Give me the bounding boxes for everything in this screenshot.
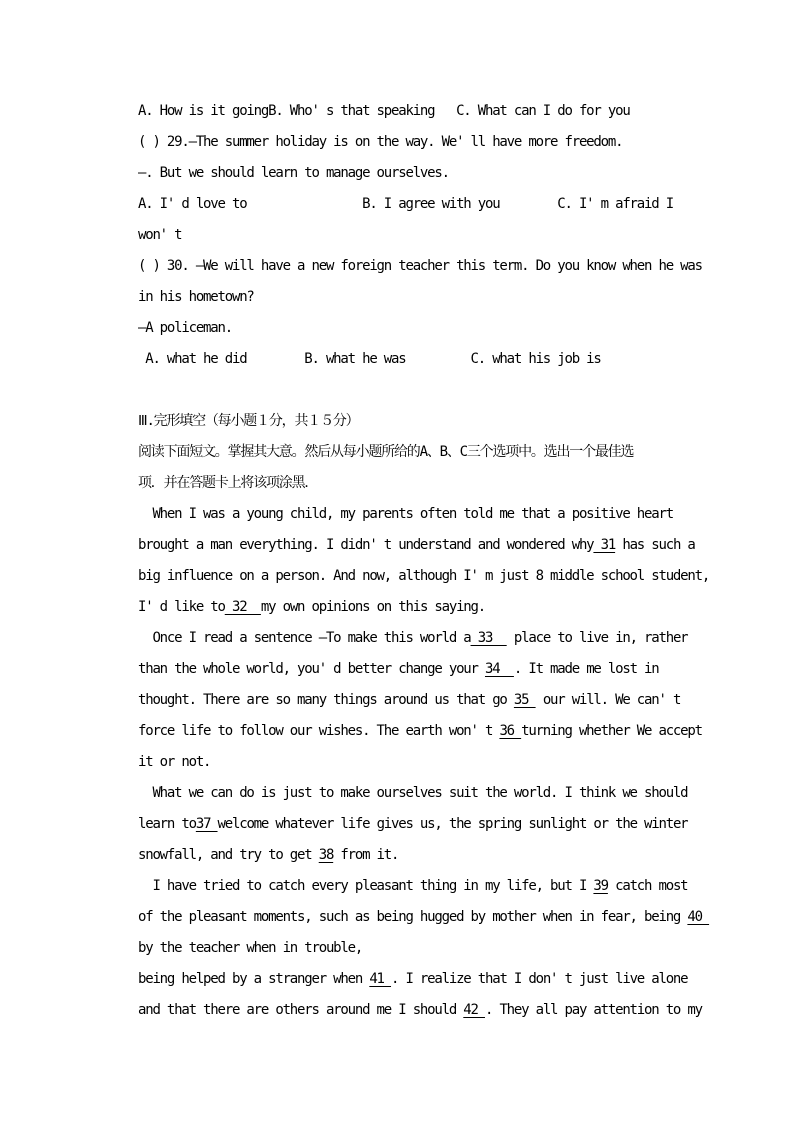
text-segment: force life to follow our wishes. The earth won' t bbox=[138, 723, 500, 739]
text-segment: it or not. bbox=[138, 754, 211, 770]
text-segment: A. How is it goingB. Who' s that speaking C. What can I do for you bbox=[138, 103, 630, 119]
cloze-blank: 40 bbox=[687, 909, 710, 925]
text-segment: won' t bbox=[138, 227, 182, 243]
text-segment: thought. There are so many things around us that go bbox=[138, 692, 514, 708]
text-segment: has such a bbox=[615, 537, 695, 553]
passage-line bbox=[138, 685, 738, 716]
passage-line bbox=[138, 561, 738, 592]
cloze-blank: 32 bbox=[224, 599, 261, 615]
passage-line bbox=[138, 778, 738, 809]
text-segment: A. I' d love to B. I agree with you C. I' m afraid I bbox=[138, 196, 673, 212]
options-line bbox=[138, 189, 738, 220]
text-segment: ( ) 29.—The summer holiday is on the way. We' ll have more freedom. bbox=[138, 134, 623, 150]
text-segment: being helped by a stranger when bbox=[138, 971, 370, 987]
passage-line bbox=[138, 592, 738, 623]
options-line bbox=[138, 220, 738, 251]
passage-line bbox=[138, 530, 738, 561]
blank-line bbox=[138, 375, 738, 406]
text-segment: catch most bbox=[607, 878, 688, 894]
text-segment: than the whole world, you' d better change your bbox=[138, 661, 485, 677]
text-segment: 项．并在答题卡上将该项涂黑． bbox=[138, 475, 318, 491]
passage-line bbox=[138, 716, 738, 747]
cloze-blank: 34 bbox=[484, 661, 514, 677]
cloze-blank: 39 bbox=[593, 878, 608, 894]
text-segment: my own opinions on this saying. bbox=[260, 599, 485, 615]
text-segment: I' d like to bbox=[138, 599, 225, 615]
cloze-blank: 35 bbox=[513, 692, 536, 708]
text-segment: from it. bbox=[333, 847, 399, 863]
options-line bbox=[138, 344, 738, 375]
passage-line bbox=[138, 747, 738, 778]
text-segment: —A policeman. bbox=[138, 320, 232, 336]
text-segment: Once I read a sentence —To make this world a bbox=[138, 630, 471, 646]
passage-line bbox=[138, 871, 738, 902]
question-line bbox=[138, 251, 738, 282]
passage-line bbox=[138, 995, 738, 1026]
text-segment: learn to bbox=[138, 816, 196, 832]
text-segment: our will. We can' t bbox=[535, 692, 681, 708]
passage-line bbox=[138, 623, 738, 654]
passage-line bbox=[138, 840, 738, 871]
text-segment: welcome whatever life gives us, the spring sunlight or the winter bbox=[217, 816, 688, 832]
passage-line bbox=[138, 933, 738, 964]
question-line bbox=[138, 282, 738, 313]
passage-line bbox=[138, 902, 738, 933]
passage-line bbox=[138, 809, 738, 840]
text-segment: ( ) 30. —We will have a new foreign teacher this term. Do you know when he was bbox=[138, 258, 702, 274]
text-segment: Ⅲ.完形填空（每小题１分，共１５分） bbox=[138, 413, 359, 429]
text-segment: snowfall, and try to get bbox=[138, 847, 319, 863]
text-segment: . I realize that I don' t just live alone bbox=[391, 971, 688, 987]
cloze-blank: 36 bbox=[499, 723, 522, 739]
text-segment: by the teacher when in trouble, bbox=[138, 940, 363, 956]
text-segment: turning whether We accept bbox=[521, 723, 702, 739]
cloze-blank: 33 bbox=[470, 630, 507, 646]
section-heading bbox=[138, 406, 738, 437]
text-segment: 阅读下面短文。掌握其大意。然后从每小题所给的A、B、C三个选项中。选出一个最佳选 bbox=[138, 444, 634, 460]
cloze-blank: 37 bbox=[195, 816, 218, 832]
dialog-line bbox=[138, 313, 738, 344]
text-segment: . They all pay attention to my bbox=[484, 1002, 702, 1018]
question-line bbox=[138, 127, 738, 158]
text-segment: I have tried to catch every pleasant thing in my life, but I bbox=[138, 878, 594, 894]
text-segment: brought a man everything. I didn' t understand and wondered why bbox=[138, 537, 594, 553]
document-body bbox=[138, 96, 738, 1026]
instruction-line bbox=[138, 437, 738, 468]
text-segment: . It made me lost in bbox=[513, 661, 659, 677]
text-segment: —. But we should learn to manage ourselves. bbox=[138, 165, 449, 181]
text-segment: place to live in, rather bbox=[506, 630, 688, 646]
cloze-blank: 31 bbox=[593, 537, 616, 553]
text-segment: A. what he did B. what he was C. what his job is bbox=[138, 351, 601, 367]
cloze-blank: 38 bbox=[318, 847, 334, 863]
text-segment: big influence on a person. And now, although I' m just 8 middle school student, bbox=[138, 568, 710, 584]
passage-line bbox=[138, 964, 738, 995]
text-segment: When I was a young child, my parents often told me that a positive heart bbox=[138, 506, 673, 522]
dialog-line bbox=[138, 158, 738, 189]
cloze-blank: 42 bbox=[463, 1002, 485, 1018]
text-segment: What we can do is just to make ourselves suit the world. I think we should bbox=[138, 785, 688, 801]
passage-line bbox=[138, 499, 738, 530]
options-line bbox=[138, 96, 738, 127]
passage-line bbox=[138, 654, 738, 685]
text-segment: of the pleasant moments, such as being hugged by mother when in fear, being bbox=[138, 909, 688, 925]
cloze-blank: 41 bbox=[369, 971, 392, 987]
text-segment: and that there are others around me I should bbox=[138, 1002, 464, 1018]
text-segment: in his hometown? bbox=[138, 289, 254, 305]
instruction-line bbox=[138, 468, 738, 499]
